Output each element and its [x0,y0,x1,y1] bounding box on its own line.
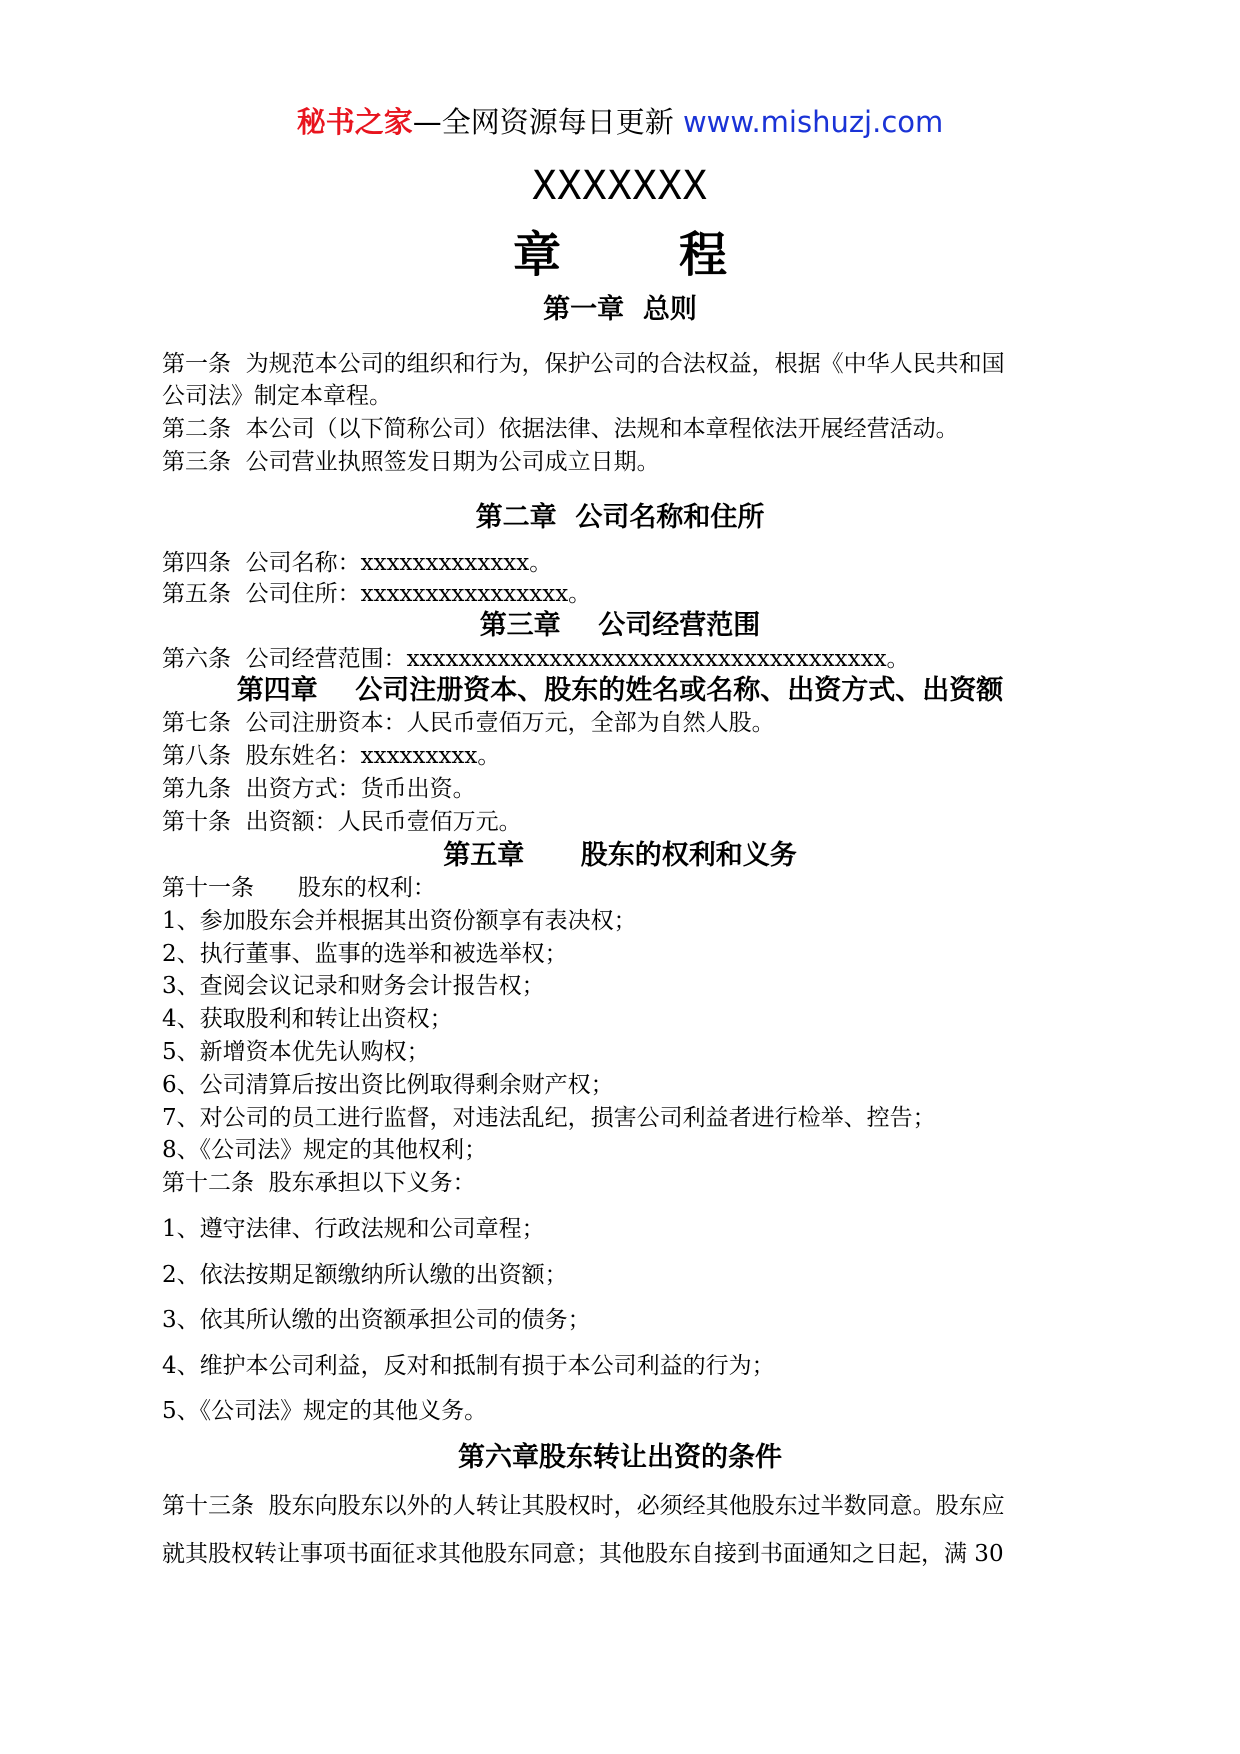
right-item-3: 3、查阅会议记录和财务会计报告权； [162,973,545,999]
article-7: 第七条 公司注册资本：人民币壹佰万元，全部为自然人股。 [162,710,775,736]
right-item-2: 2、执行董事、监事的选举和被选举权； [162,941,568,967]
article-9: 第九条 出资方式：货币出资。 [162,776,476,802]
duty-item-4: 4、维护本公司利益，反对和抵制有损于本公司利益的行为； [162,1353,775,1379]
right-item-4: 4、获取股利和转让出资权； [162,1006,453,1032]
article-1-line-1: 第一条 为规范本公司的组织和行为，保护公司的合法权益，根据《中华人民共和国 [162,351,1005,377]
article-12: 第十二条 股东承担以下义务： [162,1170,476,1196]
chapter-heading-2: 第二章 公司名称和住所 [475,502,765,533]
article-5: 第五条 公司住所：xxxxxxxxxxxxxxxx。 [162,581,592,607]
chapter-heading-1: 第一章 总则 [543,294,697,325]
article-6: 第六条 公司经营范围：xxxxxxxxxxxxxxxxxxxxxxxxxxxxxxxxxxxxx。 [162,646,910,672]
article-1-line-2: 公司法》制定本章程。 [162,383,392,409]
duty-item-1: 1、遵守法律、行政法规和公司章程； [162,1216,545,1242]
chapter-heading-5: 第五章 股东的权利和义务 [443,840,797,871]
right-item-1: 1、参加股东会并根据其出资份额享有表决权； [162,908,637,934]
banner-url-link[interactable]: www.mishuzj.com [682,105,944,139]
duty-item-3: 3、依其所认缴的出资额承担公司的债务； [162,1307,591,1333]
article-11: 第十一条 股东的权利： [162,875,436,901]
duty-item-5: 5、《公司法》规定的其他义务。 [162,1398,488,1424]
article-8: 第八条 股东姓名：xxxxxxxxx。 [162,743,501,769]
right-item-5: 5、新增资本优先认购权； [162,1039,430,1065]
banner-brand: 秘书之家 [296,105,413,139]
banner-tagline: —全网资源每日更新 [412,105,683,139]
article-2: 第二条 本公司（以下简称公司）依据法律、法规和本章程依法开展经营活动。 [162,416,959,442]
right-item-6: 6、公司清算后按出资比例取得剩余财产权； [162,1072,614,1098]
article-10: 第十条 出资额：人民币壹佰万元。 [162,809,522,835]
document-title: 章程 [512,227,845,283]
chapter-heading-6: 第六章股东转让出资的条件 [458,1442,782,1473]
article-3: 第三条 公司营业执照签发日期为公司成立日期。 [162,449,660,475]
duty-item-2: 2、依法按期足额缴纳所认缴的出资额； [162,1262,568,1288]
site-banner [0,102,1240,142]
article-13-line-2: 就其股权转让事项书面征求其他股东同意；其他股东自接到书面通知之日起，满 30 [162,1541,1004,1567]
article-4: 第四条 公司名称：xxxxxxxxxxxxx。 [162,550,553,576]
chapter-heading-4: 第四章 公司注册资本、股东的姓名或名称、出资方式、出资额 [236,675,1004,706]
chapter-heading-3: 第三章 公司经营范围 [479,610,761,641]
company-name-title: XXXXXXX [532,163,708,209]
article-13-line-1: 第十三条 股东向股东以外的人转让其股权时，必须经其他股东过半数同意。股东应 [162,1493,1005,1519]
right-item-7: 7、对公司的员工进行监督，对违法乱纪，损害公司利益者进行检举、控告； [162,1105,936,1131]
right-item-8: 8、《公司法》规定的其他权利； [162,1137,488,1163]
